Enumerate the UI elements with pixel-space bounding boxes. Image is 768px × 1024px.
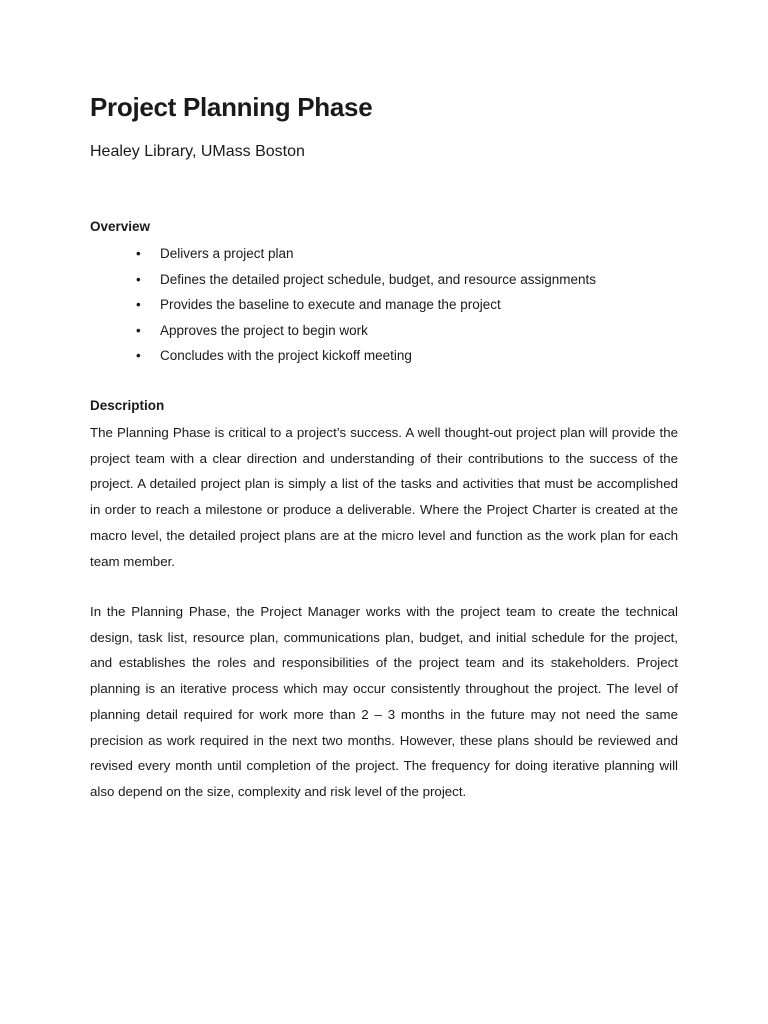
list-item — [90, 347, 596, 373]
list-item-text: Provides the baseline to execute and manage the project — [160, 297, 501, 313]
bullet-icon: • — [136, 246, 141, 261]
bullet-icon: • — [136, 322, 141, 338]
list-item — [90, 322, 596, 348]
list-item — [90, 271, 596, 297]
bullet-icon: • — [136, 271, 141, 287]
list-item-text: Approves the project to begin work — [160, 322, 368, 338]
page-title: Project Planning Phase — [90, 92, 373, 122]
list-item-text: Delivers a project plan — [160, 246, 294, 261]
overview-list — [90, 245, 596, 373]
description-paragraph-2: In the Planning Phase, the Project Manager works with the project team to create the technical design, task list, resource plan, communications plan, budget, and initial schedule for the project, and establishes the roles and responsibilities of the project team and its stakeholders. Project planning is an iterative process which may occur consistently throughout the project. The level of planning detail required for work more than 2 – 3 months in the future may not need the same precision as work required in the next two months. However, these plans should be reviewed and revised every month until completion of the project. The frequency for doing iterative planning will also depend on the size, complexity and risk level of the project. — [90, 604, 678, 799]
bullet-icon: • — [136, 348, 141, 364]
description-paragraph-1: The Planning Phase is critical to a project’s success. A well thought-out project plan will provide the project team with a clear direction and understanding of their contributions to the success of the project. A detailed project plan is simply a list of the tasks and activities that must be accomplished in order to reach a milestone or produce a deliverable. Where the Project Charter is created at the macro level, the detailed project plans are at the micro level and function as the work plan for each team member. — [90, 425, 678, 569]
list-item-text: Concludes with the project kickoff meeting — [160, 348, 412, 364]
page-subtitle: Healey Library, UMass Boston — [90, 143, 305, 160]
description-heading: Description — [90, 398, 165, 413]
list-item-text: Defines the detailed project schedule, budget, and resource assignments — [160, 271, 597, 287]
bullet-icon: • — [136, 297, 141, 313]
list-item — [90, 296, 596, 322]
list-item — [90, 245, 596, 271]
overview-heading: Overview — [90, 219, 151, 234]
